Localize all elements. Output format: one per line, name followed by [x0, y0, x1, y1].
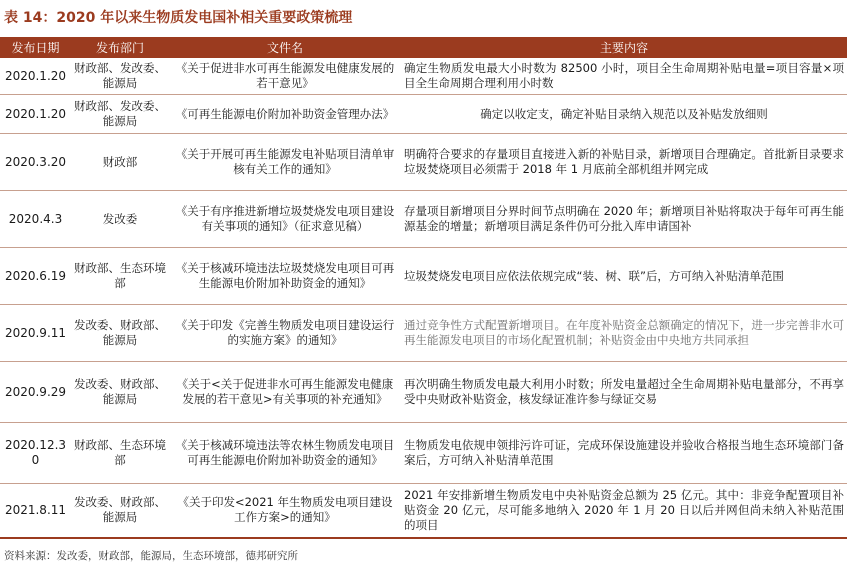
source-note: 资料来源：发改委，财政部，能源局，生态环境部，德邦研究所	[4, 550, 298, 562]
cell-dept: 财政部、发改委、能源局	[71, 95, 169, 134]
cell-date: 2020.9.29	[0, 362, 71, 423]
cell-content: 确定以收定支，确定补贴目录纳入规范以及补贴发放细则	[401, 95, 847, 134]
cell-content: 再次明确生物质发电最大利用小时数；所发电量超过全生命周期补贴电量部分，不再享受中央财政补贴资金，核发绿证准许参与绿证交易	[401, 362, 847, 423]
cell-doc: 《关于印发<2021 年生物质发电项目建设工作方案>的通知》	[169, 484, 401, 538]
table-header-row	[0, 37, 847, 58]
cell-dept: 财政部、生态环境部	[71, 423, 169, 484]
table-row	[0, 191, 847, 248]
policy-table	[0, 37, 847, 539]
cell-content: 存量项目新增项目分界时间节点明确在 2020 年；新增项目补贴将取决于每年可再生能源基金的增量；新增项目满足条件仍可分批入库申请国补	[401, 191, 847, 248]
column-header-dept: 发布部门	[71, 37, 169, 58]
cell-content: 垃圾焚烧发电项目应依法依规完成“装、树、联”后，方可纳入补贴清单范围	[401, 248, 847, 305]
cell-date: 2020.4.3	[0, 191, 71, 248]
cell-dept: 财政部、生态环境部	[71, 248, 169, 305]
cell-doc: 《关于<关于促进非水可再生能源发电健康发展的若干意见>有关事项的补充通知》	[169, 362, 401, 423]
cell-date: 2020.9.11	[0, 305, 71, 362]
column-header-content: 主要内容	[401, 37, 847, 58]
cell-dept: 财政部	[71, 134, 169, 191]
cell-doc: 《关于核减环境违法等农林生物质发电项目可再生能源电价附加补助资金的通知》	[169, 423, 401, 484]
table-row	[0, 484, 847, 538]
table-row	[0, 362, 847, 423]
table-row	[0, 134, 847, 191]
cell-content: 通过竞争性方式配置新增项目。在年度补贴资金总额确定的情况下，进一步完善非水可再生能源发电项目的市场化配置机制；补贴资金由中央地方共同承担	[401, 305, 847, 362]
cell-date: 2020.12.30	[0, 423, 71, 484]
cell-content: 明确符合要求的存量项目直接进入新的补贴目录，新增项目合理确定。首批新目录要求垃圾焚烧项目必须需于 2018 年 1 月底前全部机组并网完成	[401, 134, 847, 191]
cell-doc: 《关于有序推进新增垃圾焚烧发电项目建设有关事项的通知》（征求意见稿）	[169, 191, 401, 248]
table-row	[0, 58, 847, 95]
cell-dept: 发改委、财政部、能源局	[71, 362, 169, 423]
column-header-doc: 文件名	[169, 37, 401, 58]
cell-date: 2020.6.19	[0, 248, 71, 305]
table-row	[0, 305, 847, 362]
cell-dept: 发改委、财政部、能源局	[71, 305, 169, 362]
table-row	[0, 423, 847, 484]
cell-doc: 《可再生能源电价附加补助资金管理办法》	[169, 95, 401, 134]
table-row	[0, 248, 847, 305]
cell-doc: 《关于开展可再生能源发电补贴项目清单审核有关工作的通知》	[169, 134, 401, 191]
cell-date: 2020.1.20	[0, 95, 71, 134]
cell-doc: 《关于印发《完善生物质发电项目建设运行的实施方案》的通知》	[169, 305, 401, 362]
cell-doc: 《关于促进非水可再生能源发电健康发展的若干意见》	[169, 58, 401, 95]
cell-date: 2020.1.20	[0, 58, 71, 95]
cell-content: 确定生物质发电最大小时数为 82500 小时，项目全生命周期补贴电量=项目容量×项目全生命周期合理利用小时数	[401, 58, 847, 95]
table-title: 表 14：2020 年以来生物质发电国补相关重要政策梳理	[4, 10, 353, 26]
cell-date: 2020.3.20	[0, 134, 71, 191]
column-header-date: 发布日期	[0, 37, 71, 58]
cell-content: 生物质发电依规申领排污许可证，完成环保设施建设并验收合格报当地生态环境部门备案后，方可纳入补贴清单范围	[401, 423, 847, 484]
cell-dept: 发改委、财政部、能源局	[71, 484, 169, 538]
cell-doc: 《关于核减环境违法垃圾焚烧发电项目可再生能源电价附加补助资金的通知》	[169, 248, 401, 305]
cell-dept: 财政部、发改委、能源局	[71, 58, 169, 95]
cell-date: 2021.8.11	[0, 484, 71, 538]
table-row	[0, 95, 847, 134]
cell-content: 2021 年安排新增生物质发电中央补贴资金总额为 25 亿元。其中：非竞争配置项目补贴资金 20 亿元，尽可能多地纳入 2020 年 1 月 20 日以后并网但尚未纳入补贴范围的项目	[401, 484, 847, 538]
cell-dept: 发改委	[71, 191, 169, 248]
